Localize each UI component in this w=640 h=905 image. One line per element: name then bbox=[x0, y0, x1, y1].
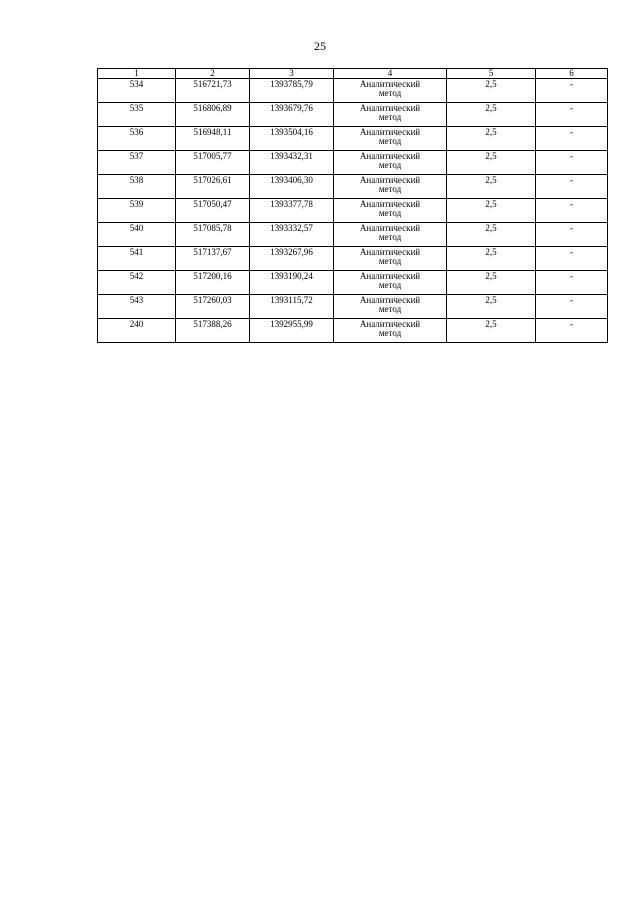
note-cell: - bbox=[536, 223, 608, 247]
method-cell bbox=[334, 199, 447, 223]
y-coordinate-cell: 1393332,57 bbox=[250, 223, 334, 247]
note-cell: - bbox=[536, 127, 608, 151]
table-row bbox=[98, 199, 608, 223]
x-coordinate-cell: 517005,77 bbox=[176, 151, 250, 175]
method-cell bbox=[334, 151, 447, 175]
method-text: Аналитический bbox=[359, 175, 421, 185]
x-coordinate-cell: 516721,73 bbox=[176, 79, 250, 103]
x-coordinate-cell: 517085,78 bbox=[176, 223, 250, 247]
column-header: 6 bbox=[536, 69, 608, 79]
point-number-cell: 538 bbox=[98, 175, 176, 199]
y-coordinate-cell: 1393406,30 bbox=[250, 175, 334, 199]
point-number-cell: 534 bbox=[98, 79, 176, 103]
y-coordinate-cell: 1393115,72 bbox=[250, 295, 334, 319]
method-text: метод bbox=[378, 88, 402, 98]
point-number-cell: 536 bbox=[98, 127, 176, 151]
method-cell bbox=[334, 103, 447, 127]
y-coordinate-cell: 1393785,79 bbox=[250, 79, 334, 103]
column-header: 1 bbox=[98, 69, 176, 79]
method-cell bbox=[334, 175, 447, 199]
table-row bbox=[98, 151, 608, 175]
method-text: метод bbox=[378, 112, 402, 122]
method-cell bbox=[334, 295, 447, 319]
method-cell bbox=[334, 79, 447, 103]
method-text: Аналитический bbox=[359, 247, 421, 257]
method-text: Аналитический bbox=[359, 319, 421, 329]
note-cell: - bbox=[536, 247, 608, 271]
note-cell: - bbox=[536, 199, 608, 223]
table-row bbox=[98, 175, 608, 199]
note-cell: - bbox=[536, 151, 608, 175]
method-cell bbox=[334, 247, 447, 271]
method-text: метод bbox=[378, 160, 402, 170]
method-cell bbox=[334, 271, 447, 295]
point-number-cell: 541 bbox=[98, 247, 176, 271]
method-text: метод bbox=[378, 208, 402, 218]
accuracy-cell: 2,5 bbox=[447, 295, 536, 319]
method-text: метод bbox=[378, 184, 402, 194]
coordinates-table bbox=[97, 68, 608, 343]
note-cell: - bbox=[536, 79, 608, 103]
note-cell: - bbox=[536, 319, 608, 343]
method-text: Аналитический bbox=[359, 103, 421, 113]
y-coordinate-cell: 1393679,76 bbox=[250, 103, 334, 127]
y-coordinate-cell: 1392955,99 bbox=[250, 319, 334, 343]
point-number-cell: 240 bbox=[98, 319, 176, 343]
accuracy-cell: 2,5 bbox=[447, 175, 536, 199]
table-body bbox=[98, 79, 608, 343]
y-coordinate-cell: 1393377,78 bbox=[250, 199, 334, 223]
method-text: метод bbox=[378, 136, 402, 146]
table-row bbox=[98, 223, 608, 247]
x-coordinate-cell: 516948,11 bbox=[176, 127, 250, 151]
method-text: метод bbox=[378, 232, 402, 242]
point-number-cell: 537 bbox=[98, 151, 176, 175]
column-header: 2 bbox=[176, 69, 250, 79]
table-row bbox=[98, 271, 608, 295]
point-number-cell: 543 bbox=[98, 295, 176, 319]
method-text: Аналитический bbox=[359, 127, 421, 137]
column-header: 4 bbox=[334, 69, 447, 79]
method-text: Аналитический bbox=[359, 271, 421, 281]
accuracy-cell: 2,5 bbox=[447, 223, 536, 247]
method-cell bbox=[334, 223, 447, 247]
table-header-row bbox=[98, 69, 608, 79]
column-header: 3 bbox=[250, 69, 334, 79]
method-text: метод bbox=[378, 304, 402, 314]
method-text: метод bbox=[378, 280, 402, 290]
method-text: Аналитический bbox=[359, 295, 421, 305]
table-row bbox=[98, 79, 608, 103]
x-coordinate-cell: 516806,89 bbox=[176, 103, 250, 127]
y-coordinate-cell: 1393504,16 bbox=[250, 127, 334, 151]
method-text: Аналитический bbox=[359, 79, 421, 89]
method-text: Аналитический bbox=[359, 151, 421, 161]
x-coordinate-cell: 517200,16 bbox=[176, 271, 250, 295]
point-number-cell: 535 bbox=[98, 103, 176, 127]
table-row bbox=[98, 103, 608, 127]
y-coordinate-cell: 1393267,96 bbox=[250, 247, 334, 271]
accuracy-cell: 2,5 bbox=[447, 247, 536, 271]
page-number: 25 bbox=[314, 39, 326, 53]
accuracy-cell: 2,5 bbox=[447, 151, 536, 175]
point-number-cell: 539 bbox=[98, 199, 176, 223]
table-row bbox=[98, 295, 608, 319]
accuracy-cell: 2,5 bbox=[447, 103, 536, 127]
note-cell: - bbox=[536, 175, 608, 199]
method-text: Аналитический bbox=[359, 199, 421, 209]
method-cell bbox=[334, 319, 447, 343]
note-cell: - bbox=[536, 295, 608, 319]
accuracy-cell: 2,5 bbox=[447, 271, 536, 295]
method-text: метод bbox=[378, 256, 402, 266]
method-text: метод bbox=[378, 328, 402, 338]
column-header: 5 bbox=[447, 69, 536, 79]
accuracy-cell: 2,5 bbox=[447, 127, 536, 151]
accuracy-cell: 2,5 bbox=[447, 199, 536, 223]
x-coordinate-cell: 517137,67 bbox=[176, 247, 250, 271]
y-coordinate-cell: 1393190,24 bbox=[250, 271, 334, 295]
note-cell: - bbox=[536, 103, 608, 127]
y-coordinate-cell: 1393432,31 bbox=[250, 151, 334, 175]
method-text: Аналитический bbox=[359, 223, 421, 233]
table-row bbox=[98, 127, 608, 151]
x-coordinate-cell: 517050,47 bbox=[176, 199, 250, 223]
note-cell: - bbox=[536, 271, 608, 295]
x-coordinate-cell: 517260,03 bbox=[176, 295, 250, 319]
table-row bbox=[98, 247, 608, 271]
point-number-cell: 542 bbox=[98, 271, 176, 295]
point-number-cell: 540 bbox=[98, 223, 176, 247]
table-row bbox=[98, 319, 608, 343]
x-coordinate-cell: 517026,61 bbox=[176, 175, 250, 199]
accuracy-cell: 2,5 bbox=[447, 319, 536, 343]
accuracy-cell: 2,5 bbox=[447, 79, 536, 103]
method-cell bbox=[334, 127, 447, 151]
x-coordinate-cell: 517388,26 bbox=[176, 319, 250, 343]
